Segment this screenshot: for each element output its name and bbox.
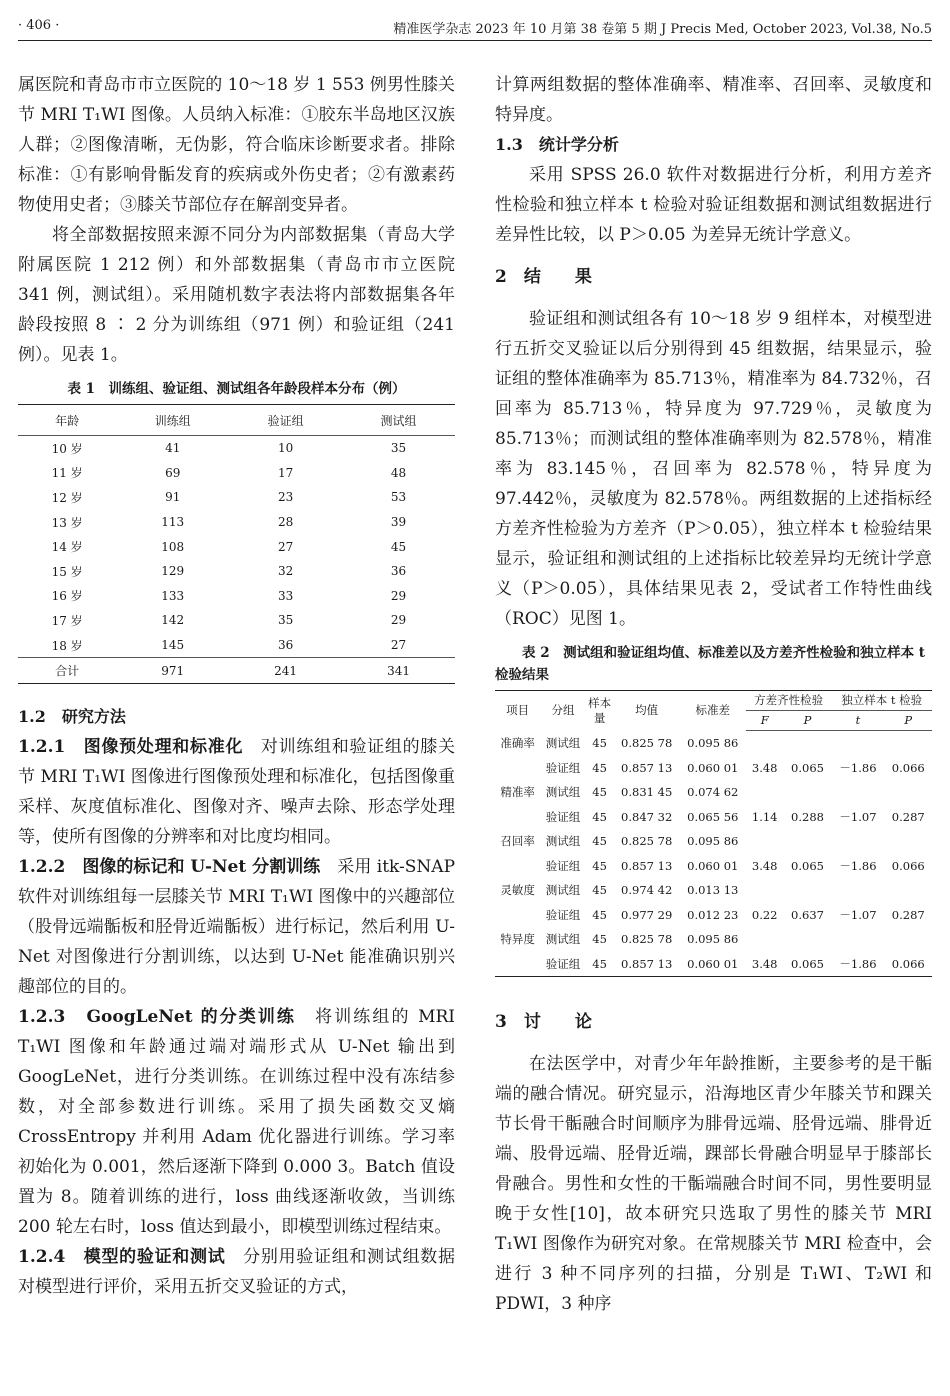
table-cell	[784, 878, 832, 903]
table-row	[495, 903, 932, 928]
table-cell	[784, 927, 832, 952]
table-cell: 0.22	[751, 907, 778, 922]
table-cell: 0.060 01	[687, 858, 739, 873]
table-header-row	[495, 691, 932, 711]
table-cell	[831, 878, 884, 903]
table-cell: 241	[229, 658, 342, 684]
column-header: 标准差	[695, 703, 730, 718]
section-heading: 1.2 研究方法	[18, 706, 126, 726]
paragraph: 验证组和测试组各有 10～18 岁 9 组样本，对模型进行五折交叉验证以后分别得到 45 组数据，结果显示，验证组的整体准确率为 85.713％，精准率为 84.732％，召回率为 85.713％，特异度为 97.729％，灵敏度为 85.713％；而测试组的整体准确率则为 82.578％，精准率为 83.145％，召回率为 82.578％，特异度为 97.442％，灵敏度为 82.578％。两组数据的上述指标经方差齐性检验为方差齐（P＞0.05），独立样本 t 检验结果显示，验证组和测试组的上述指标比较差异均无统计学意义（P＞0.05），具体结果见表 2，受试者工作特性曲线（ROC）见图 1。	[495, 309, 932, 629]
table-cell: 29	[390, 613, 407, 628]
table-cell	[495, 903, 540, 928]
table2-caption: 表 2 测试组和验证组均值、标准差以及方差齐性检验和独立样本 t 检验结果	[495, 645, 926, 683]
table-cell: 45	[592, 932, 607, 947]
table-cell: 验证组	[545, 907, 581, 922]
table-cell: 48	[390, 465, 407, 480]
table-cell: 91	[165, 490, 181, 505]
table-header-row	[18, 405, 455, 436]
table-cell: 0.065 56	[687, 809, 739, 824]
paragraph: 属医院和青岛市市立医院的 10～18 岁 1 553 例男性膝关节 MRI T₁WI 图像。人员纳入标准：①胶东半岛地区汉族人群；②图像清晰，无伪影，符合临床诊断要求者。排除标准：①有影响骨骺发育的疾病或外伤史者；②有激素药物使用史者；③膝关节部位存在解剖变异者。	[18, 75, 455, 215]
table-cell: 0.831 45	[621, 785, 673, 800]
section-heading: 1.3 统计学分析	[495, 135, 619, 154]
section-heading: 3 讨 论	[495, 1012, 592, 1032]
table-cell: －1.07	[839, 907, 877, 922]
table-cell	[885, 927, 932, 952]
table-cell: 45	[592, 956, 607, 971]
table-cell: 28	[277, 515, 294, 530]
table-cell: 0.825 78	[621, 932, 673, 947]
paragraph: 将训练组的 MRI T₁WI 图像和年龄通过端对端形式从 U-Net 输出到 GoogLeNet，进行分类训练。在训练过程中没有冻结参数，对全部参数进行训练。采用了损失函数交叉熵 CrossEntropy 并利用 Adam 优化器进行训练。学习率初始化为 0.001，然后逐渐下降到 0.000 3。Batch 值设置为 8。随着训练的进行，loss 曲线逐渐收敛，当训练 200 轮左右时，loss 值达到最小，即模型训练过程结束。	[18, 1006, 455, 1237]
table-cell: 33	[277, 588, 294, 603]
subsection-title: 1.2.4 模型的验证和测试	[18, 1246, 226, 1267]
table-cell: 142	[161, 613, 185, 628]
table-cell: 45	[592, 883, 607, 898]
table-cell: 17	[277, 465, 294, 480]
table-row	[18, 633, 455, 658]
table-cell	[784, 829, 832, 854]
paragraph: 采用 itk-SNAP 软件对训练组每一层膝关节 MRI T₁WI 图像中的兴趣部位（股骨远端骺板和胫骨近端骺板）进行标记，然后利用 U-Net 对图像进行分割训练，以达到 U-Net 能准确识别兴趣部位的目的。	[18, 856, 456, 997]
table-row	[18, 485, 455, 510]
paragraph: 对训练组和验证组的膝关节 MRI T₁WI 图像进行图像预处理和标准化，包括图像重采样、灰度值标准化、图像对齐、噪声去除、形态学处理等，使所有图像的分辨率和对比度均相同。	[18, 736, 456, 847]
table-cell: 341	[342, 658, 455, 684]
column-header: P	[784, 711, 832, 731]
table-cell: 0.857 13	[621, 858, 673, 873]
table-cell: 0.065	[791, 956, 824, 971]
table-cell: 971	[116, 658, 229, 684]
running-header	[18, 18, 932, 41]
table-cell: 13 岁	[51, 515, 83, 530]
table-cell: 14 岁	[51, 540, 83, 555]
column-header: 均值	[635, 703, 659, 718]
paragraph: 采用 SPSS 26.0 软件对数据进行分析，利用方差齐性检验和独立样本 t 检验对验证组数据和测试组数据进行差异性比较，以 P＞0.05 为差异无统计学意义。	[495, 165, 932, 245]
table-cell	[746, 829, 784, 854]
table-cell: 45	[592, 907, 607, 922]
subsection-title: 1.2.2 图像的标记和 U-Net 分割训练	[18, 856, 321, 877]
table-cell: －1.86	[839, 858, 877, 873]
table-cell: 35	[277, 613, 294, 628]
subsection-title: 1.2.3 GoogLeNet 的分类训练	[18, 1006, 297, 1027]
table-cell: 3.48	[751, 760, 778, 775]
table-row	[495, 780, 932, 805]
table-cell: 0.825 78	[621, 834, 673, 849]
table-row	[495, 927, 932, 952]
table-cell: 验证组	[545, 858, 581, 873]
table-cell: 27	[390, 638, 407, 653]
table-cell: 测试组	[545, 736, 581, 750]
column-header: t	[831, 711, 884, 731]
table-cell	[831, 829, 884, 854]
table-cell: 0.065	[791, 760, 824, 775]
table-cell: 0.857 13	[621, 760, 673, 775]
table-cell: 45	[592, 809, 607, 824]
table-cell: 16 岁	[51, 589, 83, 604]
table-cell: 32	[277, 564, 294, 579]
table-cell: 15 岁	[51, 564, 83, 579]
table-cell	[885, 780, 932, 805]
table1-caption: 表 1 训练组、验证组、测试组各年龄段样本分布（例）	[67, 381, 406, 397]
table-cell: 0.847 32	[621, 809, 673, 824]
table-cell: 18 岁	[51, 638, 83, 653]
table-cell	[885, 829, 932, 854]
table-cell: 测试组	[545, 785, 581, 800]
table-cell	[831, 780, 884, 805]
column-header: 训练组	[116, 405, 229, 436]
table-cell: 3.48	[751, 858, 778, 873]
table-cell: 特异度	[500, 932, 535, 947]
table-cell: 11 岁	[51, 466, 83, 481]
table-cell: 45	[592, 736, 607, 750]
table-cell: 0.095 86	[687, 932, 739, 947]
table-cell: 0.066	[891, 858, 925, 873]
table-cell: 145	[161, 638, 185, 653]
table-cell	[495, 805, 540, 830]
table-cell: 10	[277, 441, 294, 456]
column-header: 测试组	[342, 405, 455, 436]
section-heading: 2 结 果	[495, 267, 592, 287]
table-cell: 0.825 78	[621, 736, 673, 750]
table-cell	[495, 952, 540, 977]
column-header: 分组	[551, 703, 575, 718]
table-cell	[746, 878, 784, 903]
column-header: P	[885, 711, 932, 731]
table-row	[18, 559, 455, 584]
table-total-row	[18, 658, 455, 684]
table-cell: 1.14	[751, 809, 778, 824]
table-cell: 合计	[18, 658, 116, 684]
table-cell: 45	[390, 539, 407, 554]
table-cell: 0.074 62	[687, 785, 739, 800]
table-cell: 108	[161, 539, 185, 554]
table-cell: 测试组	[545, 883, 581, 898]
table-cell	[746, 731, 784, 756]
paragraph: 在法医学中，对青少年年龄推断，主要参考的是干骺端的融合情况。研究显示，沿海地区青少年膝关节和踝关节长骨干骺融合时间顺序为腓骨远端、胫骨远端、腓骨近端、股骨远端、胫骨近端，踝部长骨融合明显早于膝部长骨融合。男性和女性的干骺端融合时间不同，男性要明显晚于女性[10]，故本研究只选取了男性的膝关节 MRI T₁WI 图像作为研究对象。在常规膝关节 MRI 检查中，会进行 3 种不同序列的扫描，分别是 T₁WI、T₂WI 和 PDWI，3 种序	[495, 1054, 932, 1314]
table-cell: 129	[161, 564, 185, 579]
table-row	[18, 510, 455, 535]
table-cell: 3.48	[751, 956, 778, 971]
table-cell: 0.977 29	[621, 907, 673, 922]
table-cell	[831, 731, 884, 756]
table1	[18, 404, 455, 684]
table-row	[495, 731, 932, 756]
table-cell: 29	[390, 588, 407, 603]
table-cell	[784, 780, 832, 805]
table-cell: 0.060 01	[687, 956, 739, 971]
table-cell: 17 岁	[51, 613, 83, 628]
table-cell: 0.066	[891, 760, 925, 775]
table-cell: 41	[165, 441, 181, 456]
table-row	[18, 608, 455, 633]
table-row	[495, 952, 932, 977]
table-cell: 23	[277, 490, 294, 505]
column-header: 样本量	[588, 695, 612, 725]
table-cell: 0.060 01	[687, 760, 739, 775]
page-number: · 406 ·	[18, 18, 60, 33]
column-header: 方差齐性检验	[746, 691, 832, 711]
column-header: 年龄	[18, 405, 116, 436]
table-cell: 灵敏度	[500, 883, 535, 898]
table-row	[495, 878, 932, 903]
table-cell	[495, 756, 540, 781]
table-cell	[885, 731, 932, 756]
table-cell: 35	[390, 441, 407, 456]
table-cell: －1.07	[839, 809, 877, 824]
table-row	[18, 436, 455, 461]
paragraph: 将全部数据按照来源不同分为内部数据集（青岛大学附属医院 1 212 例）和外部数据集（青岛市市立医院 341 例，测试组）。采用随机数字表法将内部数据集各年龄段按照 8 ∶ 2 分为训练组（971 例）和验证组（241 例）。见表 1。	[18, 225, 455, 365]
right-column	[495, 70, 932, 1319]
table-row	[495, 805, 932, 830]
table-cell: 精准率	[500, 785, 535, 800]
table-cell: 0.288	[791, 809, 824, 824]
table-cell: 45	[592, 785, 607, 800]
table-cell: －1.86	[839, 956, 877, 971]
table-cell	[784, 731, 832, 756]
table-cell: 36	[277, 638, 294, 653]
subsection-title: 1.2.1 图像预处理和标准化	[18, 736, 244, 757]
table-cell	[885, 878, 932, 903]
table-cell: 验证组	[545, 809, 581, 824]
table-cell: －1.86	[839, 760, 877, 775]
column-header: 独立样本 t 检验	[831, 691, 932, 711]
table-cell: 12 岁	[51, 490, 83, 505]
table-row	[495, 829, 932, 854]
table-cell: 0.287	[891, 907, 925, 922]
table-cell: 0.012 23	[687, 907, 739, 922]
table-cell: 113	[161, 515, 185, 530]
table-cell: 0.974 42	[621, 883, 673, 898]
table-cell: 测试组	[545, 834, 581, 849]
table-cell: 69	[165, 465, 181, 480]
table-cell: 39	[390, 515, 407, 530]
table-cell: 45	[592, 858, 607, 873]
table-cell: 验证组	[545, 760, 581, 775]
table-row	[18, 584, 455, 609]
table-cell: 36	[390, 564, 407, 579]
table-cell	[831, 927, 884, 952]
table-cell: 10 岁	[51, 441, 83, 456]
table-cell: 133	[161, 588, 185, 603]
table-row	[18, 534, 455, 559]
table-cell: 0.013 13	[687, 883, 739, 898]
column-header: F	[746, 711, 784, 731]
table-cell: 0.095 86	[687, 834, 739, 849]
table-cell	[746, 927, 784, 952]
table-cell: 0.065	[791, 858, 824, 873]
table-cell: 验证组	[545, 956, 581, 971]
paragraph: 分别用验证组和测试组数据对模型进行评价，采用五折交叉验证的方式，	[18, 1246, 456, 1297]
table2	[495, 690, 932, 977]
table-cell: 0.095 86	[687, 736, 739, 750]
paragraph: 计算两组数据的整体准确率、精准率、召回率、灵敏度和特异度。	[495, 75, 932, 125]
table-cell: 53	[390, 490, 407, 505]
table-cell	[746, 780, 784, 805]
table-cell: 测试组	[545, 932, 581, 947]
table-cell	[495, 854, 540, 879]
table-row	[18, 461, 455, 486]
left-column	[18, 70, 455, 1302]
table-cell: 45	[592, 760, 607, 775]
table-cell: 27	[277, 539, 294, 554]
table-cell: 0.066	[891, 956, 925, 971]
table-cell: 召回率	[500, 834, 535, 849]
table-cell: 0.287	[891, 809, 925, 824]
table-cell: 45	[592, 834, 607, 849]
table-cell: 0.637	[791, 907, 824, 922]
column-header: 项目	[506, 703, 530, 718]
table-cell: 准确率	[500, 736, 535, 750]
table-row	[495, 854, 932, 879]
table-cell: 0.857 13	[621, 956, 673, 971]
table-row	[495, 756, 932, 781]
journal-citation: 精准医学杂志 2023 年 10 月第 38 卷第 5 期 J Precis Med, October 2023, Vol.38, No.5	[393, 22, 932, 37]
column-header: 验证组	[229, 405, 342, 436]
